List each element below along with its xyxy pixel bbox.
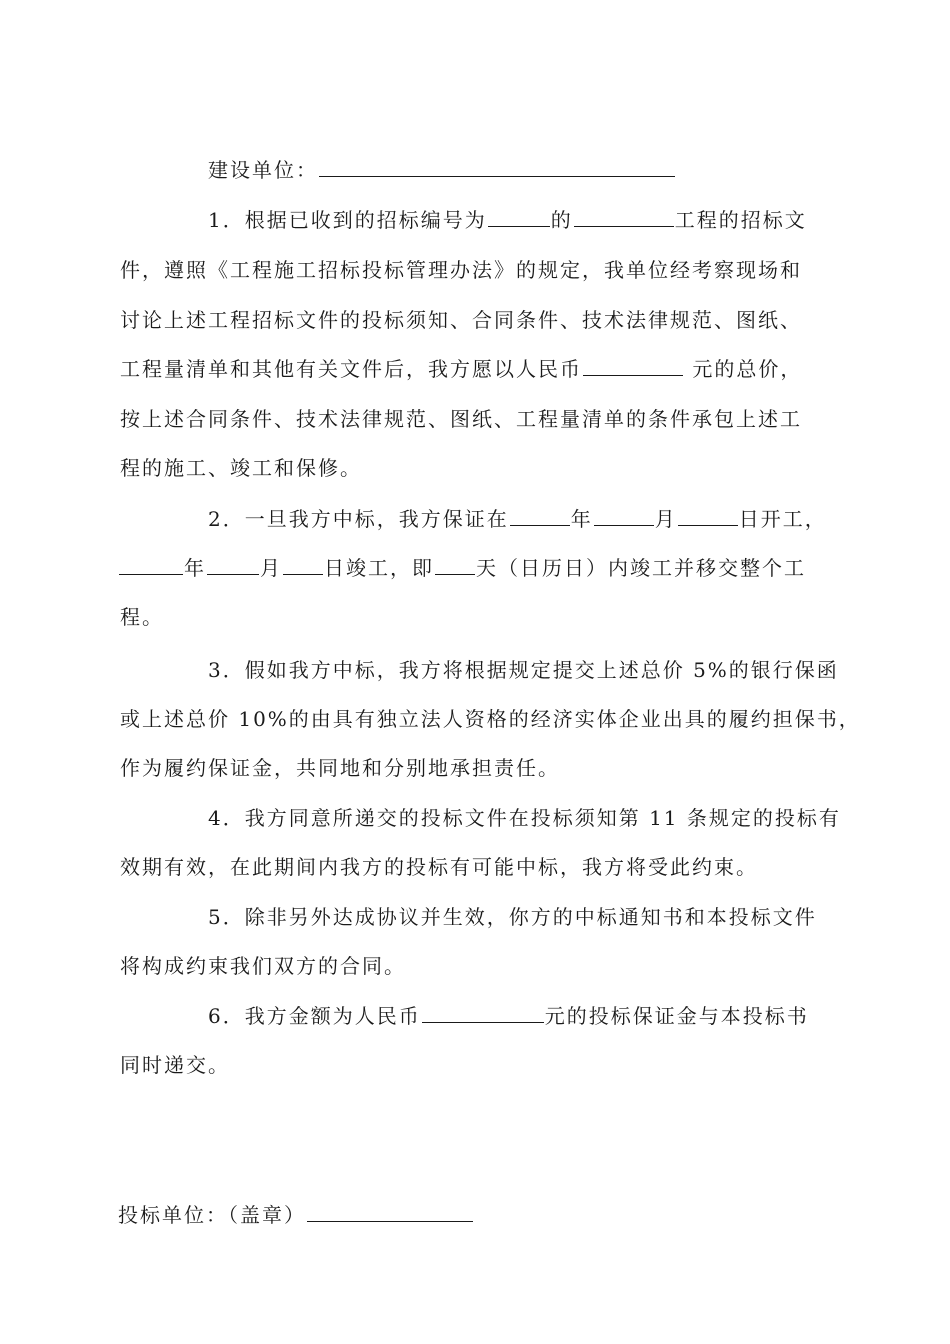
signature-line — [118, 1201, 474, 1229]
signature-label: 投标单位：（盖章） — [118, 1203, 306, 1227]
para3-line3: 作为履约保证金，共同地和分别地承担责任。 — [120, 756, 560, 780]
tender-number-blank[interactable] — [488, 206, 550, 227]
para1-line4: 工程量清单和其他有关文件后，我方愿以人民币 元的总价， — [120, 357, 803, 381]
para5-line2: 将构成约束我们双方的合同。 — [120, 954, 406, 978]
recipient-label: 建设单位： — [208, 158, 318, 182]
para6-line2: 同时递交。 — [120, 1053, 230, 1077]
finish-day-blank[interactable] — [283, 554, 323, 575]
para4-line1: 4．我方同意所递交的投标文件在投标须知第 11 条规定的投标有 — [208, 806, 841, 830]
para4-line2: 效期有效，在此期间内我方的投标有可能中标，我方将受此约束。 — [120, 855, 758, 879]
para1-line5: 按上述合同条件、技术法律规范、图纸、工程量清单的条件承包上述工 — [120, 407, 802, 431]
para1-line1: 1．根据已收到的招标编号为 的 工程的招标文 — [208, 208, 807, 232]
bid-bond-amount-blank[interactable] — [422, 1002, 544, 1023]
para5-line1: 5．除非另外达成协议并生效，你方的中标通知书和本投标文件 — [208, 905, 817, 929]
recipient-line — [208, 156, 676, 184]
start-month-blank[interactable] — [594, 505, 654, 526]
para1-line3: 讨论上述工程招标文件的投标须知、合同条件、技术法律规范、图纸、 — [120, 308, 802, 332]
finish-month-blank[interactable] — [207, 554, 259, 575]
start-day-blank[interactable] — [678, 505, 738, 526]
finish-year-blank[interactable] — [119, 554, 183, 575]
para2-line1: 2．一旦我方中标，我方保证在 年 月 日开工， — [208, 507, 827, 531]
recipient-blank[interactable] — [319, 156, 675, 177]
start-year-blank[interactable] — [510, 505, 570, 526]
para1-line2: 件，遵照《工程施工招标投标管理办法》的规定，我单位经考察现场和 — [120, 258, 802, 282]
para2-line2: 年 月 日竣工，即 天（日历日）内竣工并移交整个工 — [118, 554, 806, 582]
days-blank[interactable] — [435, 554, 475, 575]
signature-blank[interactable] — [307, 1201, 473, 1222]
para3-line2: 或上述总价 10%的由具有独立法人资格的经济实体企业出具的履约担保书， — [120, 707, 861, 731]
para1-line6: 程的施工、竣工和保修。 — [120, 456, 362, 480]
project-name-blank[interactable] — [574, 206, 674, 227]
total-price-blank[interactable] — [583, 355, 683, 376]
para2-line3: 程。 — [120, 605, 164, 629]
para6-line1: 6．我方金额为人民币 元的投标保证金与本投标书 — [208, 1004, 809, 1028]
para3-line1: 3．假如我方中标，我方将根据规定提交上述总价 5%的银行保函 — [208, 658, 839, 682]
